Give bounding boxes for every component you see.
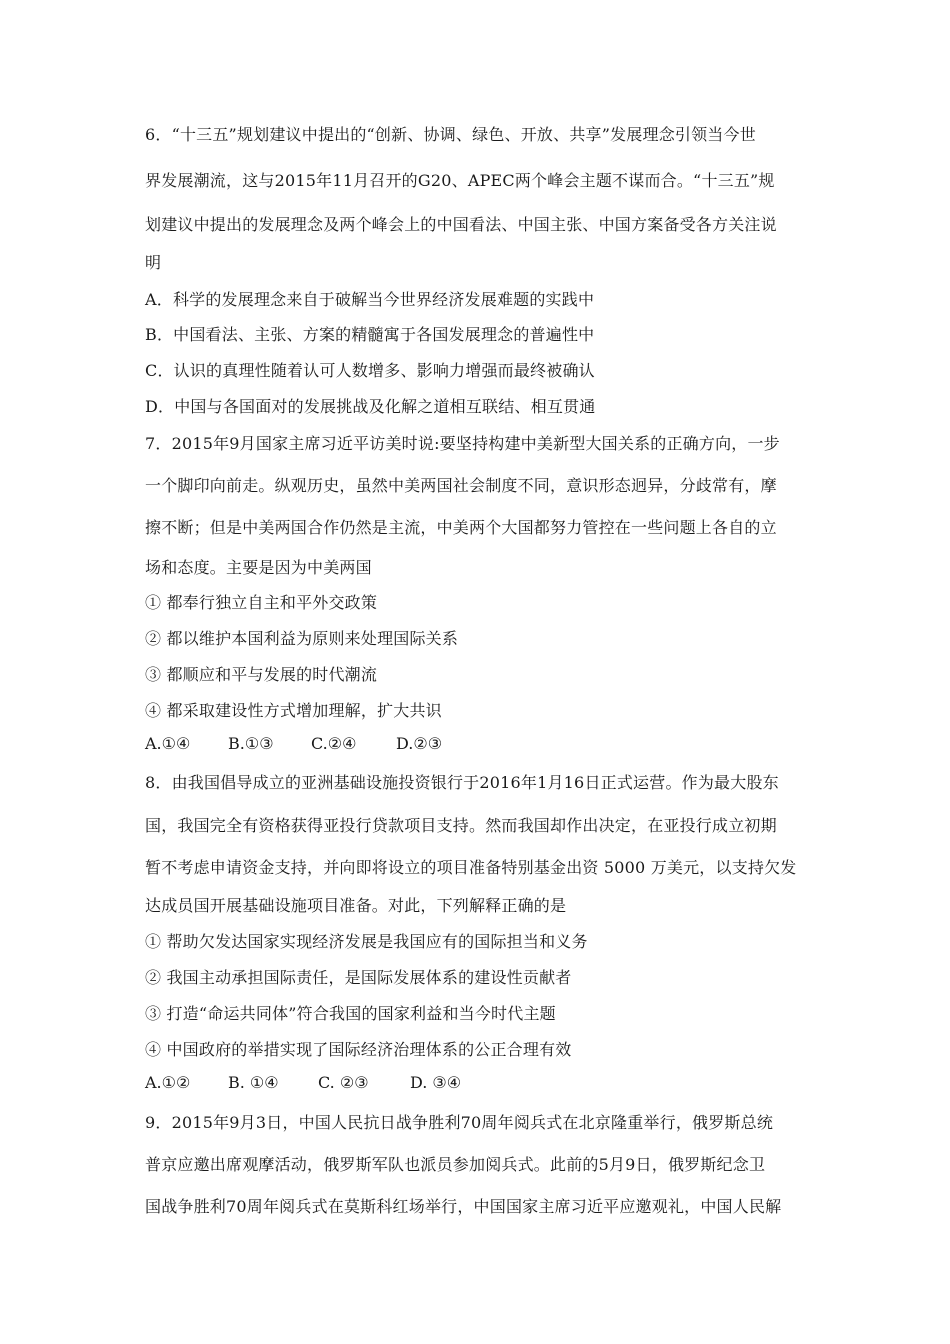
question-8-stem-line: 8．由我国倡导成立的亚洲基础设施投资银行于2016年1月16日正式运营。作为最大股东 — [145, 773, 779, 792]
question-7-stem-line: 一个脚印向前走。纵观历史，虽然中美两国社会制度不同，意识形态迥异，分歧常有，摩 — [145, 476, 777, 495]
question-6-option-a: A．科学的发展理念来自于破解当今世界经济发展难题的实践中 — [145, 290, 595, 309]
question-6-stem-line: 6．“十三五”规划建议中提出的“创新、协调、绿色、开放、共享”发展理念引领当今世 — [145, 125, 756, 144]
question-7-item-2: ② 都以维护本国利益为原则来处理国际关系 — [145, 629, 459, 648]
question-6-option-d: D．中国与各国面对的发展挑战及化解之道相互联结、相互贯通 — [145, 397, 596, 416]
question-8-choice-c: C. ②③ — [318, 1073, 369, 1092]
question-7-item-3: ③ 都顺应和平与发展的时代潮流 — [145, 665, 378, 684]
question-7-choice-c: C.②④ — [311, 734, 357, 753]
question-7-choices — [145, 734, 442, 753]
question-6-stem-line: 界发展潮流，这与2015年11月召开的G20、APEC两个峰会主题不谋而合。“十三五”规 — [145, 171, 775, 190]
question-8-choice-a: A.①② — [145, 1073, 191, 1092]
question-8-choice-d: D. ③④ — [410, 1073, 462, 1092]
question-6-stem-line: 划建议中提出的发展理念及两个峰会上的中国看法、中国主张、中国方案备受各方关注说 — [145, 215, 777, 234]
question-8-item-4: ④ 中国政府的举措实现了国际经济治理体系的公正合理有效 — [145, 1040, 572, 1059]
question-6-option-c: C．认识的真理性随着认可人数增多、影响力增强而最终被确认 — [145, 361, 595, 380]
question-7-stem-line: 场和态度。主要是因为中美两国 — [145, 558, 372, 577]
question-9-stem-line: 普京应邀出席观摩活动，俄罗斯军队也派员参加阅兵式。此前的5月9日，俄罗斯纪念卫 — [145, 1155, 766, 1174]
question-7-choice-a: A.①④ — [145, 734, 191, 753]
question-7-stem-line: 7．2015年9月国家主席习近平访美时说:要坚持构建中美新型大国关系的正确方向，一步 — [145, 434, 780, 453]
question-8-choice-b: B. ①④ — [228, 1073, 279, 1092]
question-8-item-2: ② 我国主动承担国际责任，是国际发展体系的建设性贡献者 — [145, 968, 572, 987]
question-7-choice-b: B.①③ — [228, 734, 274, 753]
question-8-item-3: ③ 打造“命运共同体”符合我国的国家利益和当今时代主题 — [145, 1004, 556, 1023]
question-8-stem-line: 达成员国开展基础设施项目准备。对此，下列解释正确的是 — [145, 896, 567, 915]
question-7-item-1: ① 都奉行独立自主和平外交政策 — [145, 593, 378, 612]
question-7-choice-d: D.②③ — [396, 734, 443, 753]
question-8-choices — [145, 1073, 461, 1092]
question-8-item-1: ① 帮助欠发达国家实现经济发展是我国应有的国际担当和义务 — [145, 932, 588, 951]
question-6-stem-line: 明 — [145, 253, 162, 272]
question-8-stem-line: 暂不考虑申请资金支持，并向即将设立的项目准备特别基金出资 5000 万美元，以支持欠发 — [145, 858, 797, 877]
question-6-option-b: B．中国看法、主张、方案的精髓寓于各国发展理念的普遍性中 — [145, 325, 595, 344]
question-8-stem-line: 国，我国完全有资格获得亚投行贷款项目支持。然而我国却作出决定，在亚投行成立初期 — [145, 816, 777, 835]
question-9-stem-line: 国战争胜利70周年阅兵式在莫斯科红场举行，中国国家主席习近平应邀观礼，中国人民解 — [145, 1197, 782, 1216]
question-7-stem-line: 擦不断；但是中美两国合作仍然是主流，中美两个大国都努力管控在一些问题上各自的立 — [145, 518, 777, 537]
question-9-stem-line: 9．2015年9月3日，中国人民抗日战争胜利70周年阅兵式在北京隆重举行，俄罗斯总统 — [145, 1113, 774, 1132]
question-7-item-4: ④ 都采取建设性方式增加理解，扩大共识 — [145, 701, 442, 720]
